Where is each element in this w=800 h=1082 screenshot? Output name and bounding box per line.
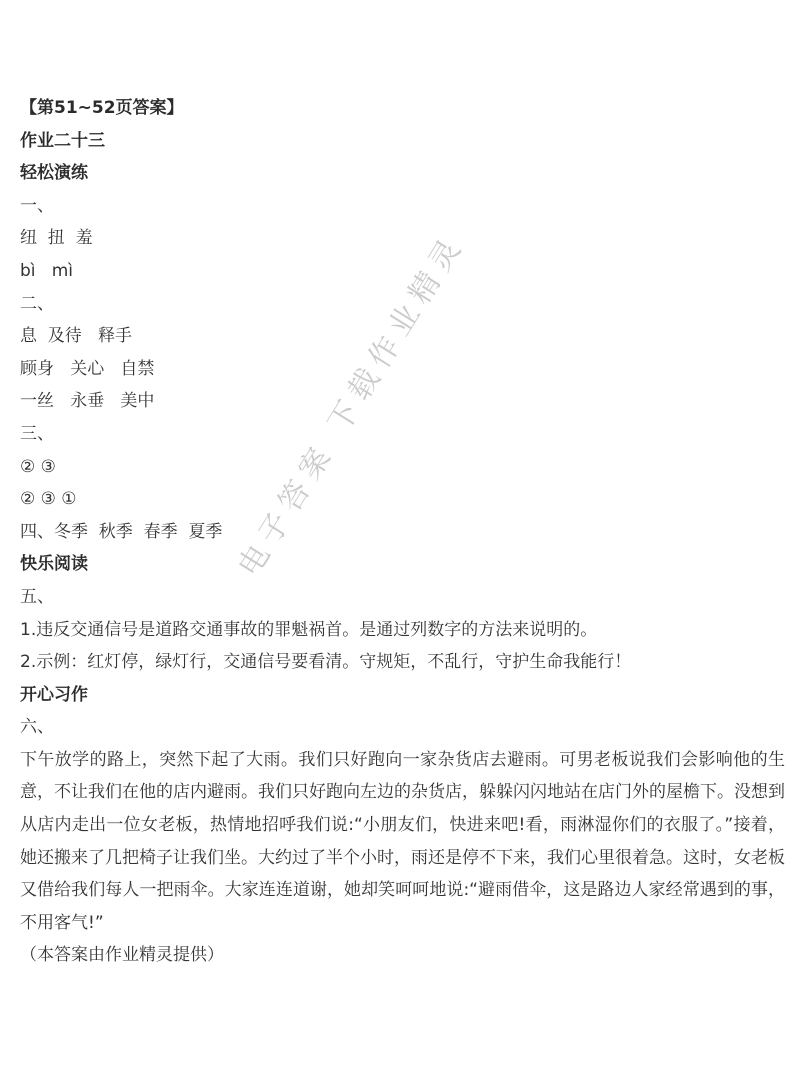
question-4-answer: 四、冬季 秋季 春季 夏季 — [20, 521, 223, 542]
watermark-text: 电子答案 下载作业精灵 — [231, 227, 473, 583]
question-2-row-3: 一丝 永垂 美中 — [20, 391, 155, 412]
question-3-row-1: ② ③ — [20, 456, 56, 477]
question-2-label: 二、 — [20, 293, 54, 314]
question-1-pinyin: bì mì — [20, 260, 74, 281]
footer-note: （本答案由作业精灵提供） — [20, 945, 224, 966]
question-3-label: 三、 — [20, 423, 54, 444]
question-2-row-2: 顾身 关心 自禁 — [20, 358, 155, 379]
assignment-title: 作业二十三 — [20, 130, 105, 151]
page-range-heading: 【第51~52页答案】 — [20, 98, 184, 118]
question-5-item-2: 2.示例：红灯停，绿灯行，交通信号要看清。守规矩，不乱行，守护生命我能行！ — [20, 652, 632, 673]
question-6-label: 六、 — [20, 717, 54, 738]
question-5-item-1: 1.违反交通信号是道路交通事故的罪魁祸首。是通过列数字的方法来说明的。 — [20, 619, 598, 640]
question-2-row-1: 息 及待 释手 — [20, 326, 133, 347]
section-happy-exercise: 开心习作 — [20, 684, 88, 705]
question-3-row-2: ② ③ ① — [20, 489, 77, 510]
section-happy-reading: 快乐阅读 — [20, 554, 88, 575]
answer-page — [20, 92, 785, 972]
essay-paragraph: 下午放学的路上，突然下起了大雨。我们只好跑向一家杂货店去避雨。可男老板说我们会影响他的生意，不让我们在他的店内避雨。我们只好跑向左边的杂货店，躲躲闪闪地站在店门外的屋檐下。没想到从店内走出一位女老板，热情地招呼我们说:“小朋友们，快进来吧!看，雨淋湿你们的衣服了。”接着，她还搬来了几把椅子让我们坐。大约过了半个小时，雨还是停不下来，我们心里很着急。这时，女老板又借给我们每人一把雨伞。大家连连道谢，她却笑呵呵地说:“避雨借伞，这是路边人家经常遇到的事，不用客气!” — [20, 749, 785, 933]
question-1-chars: 纽 扭 羞 — [20, 228, 93, 249]
question-5-label: 五、 — [20, 586, 54, 607]
question-1-label: 一、 — [20, 195, 54, 216]
section-easy-practice: 轻松演练 — [20, 163, 88, 184]
